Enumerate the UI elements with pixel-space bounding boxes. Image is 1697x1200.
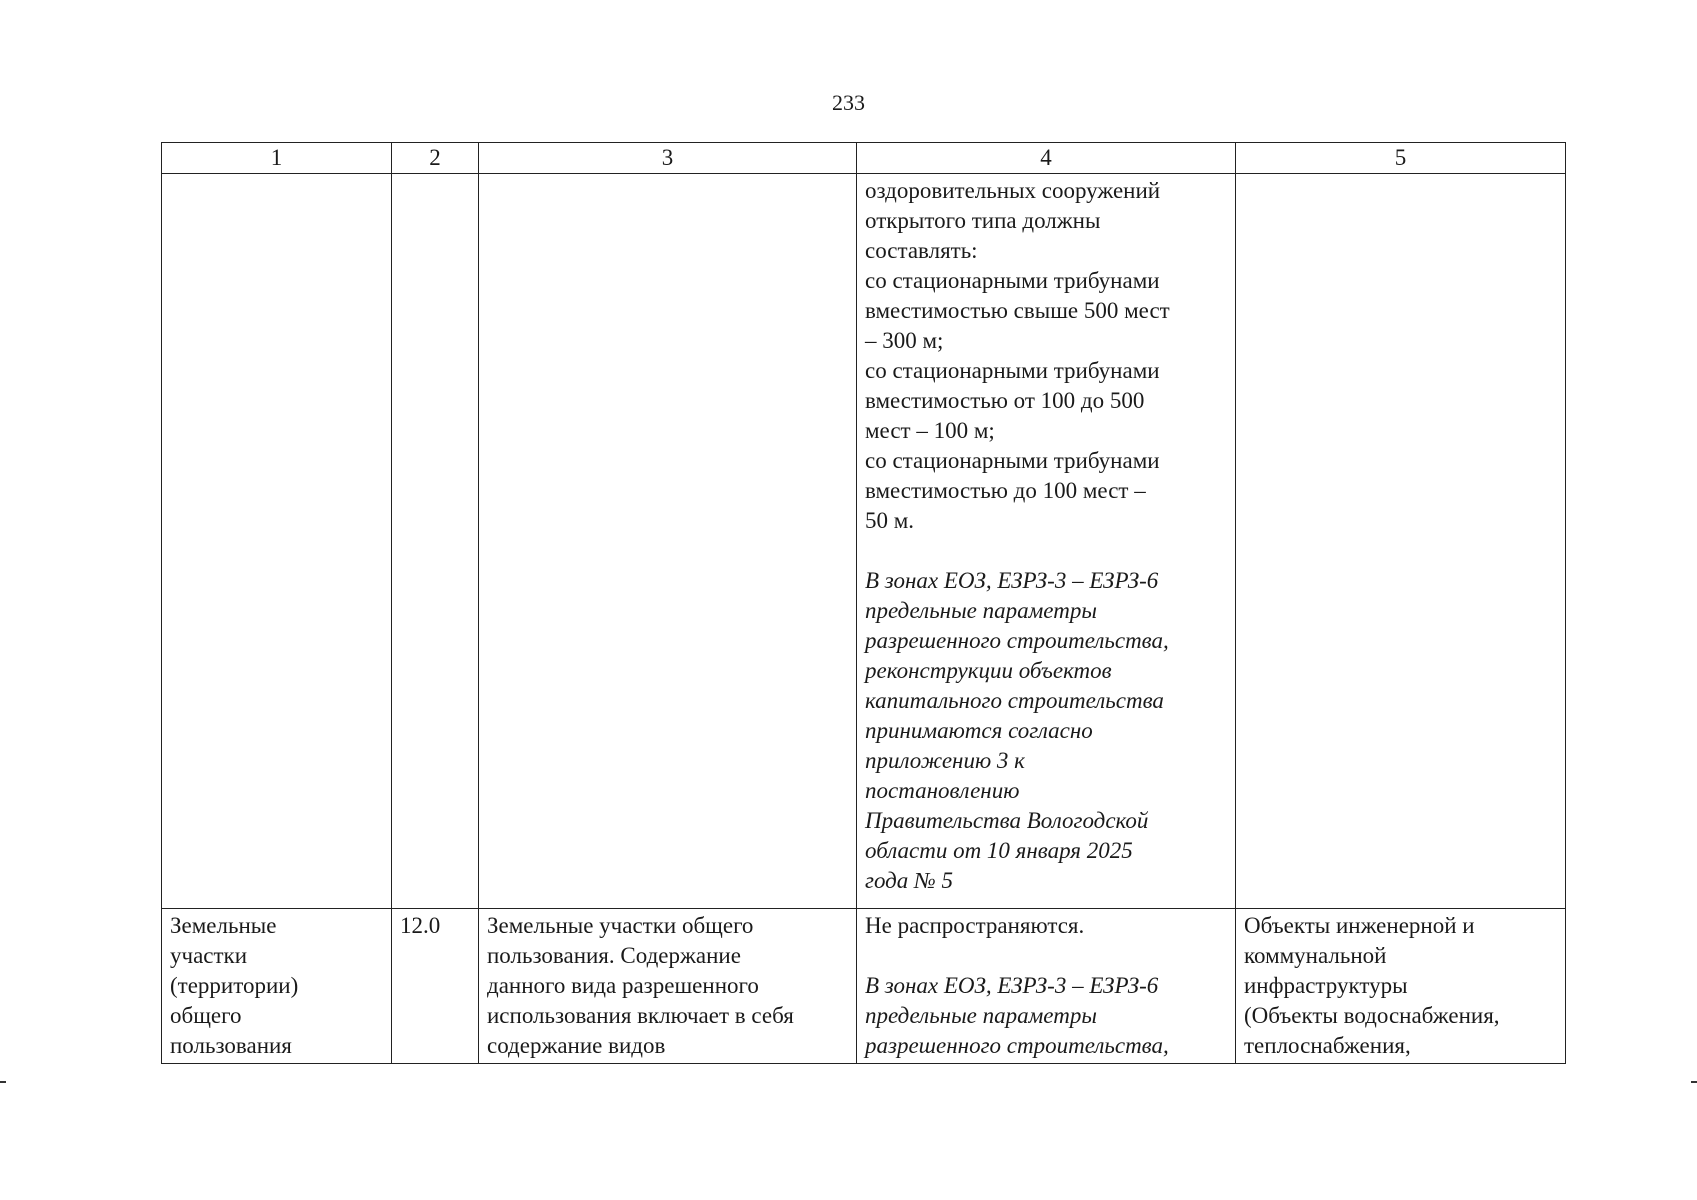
paragraph-gap bbox=[865, 941, 1227, 971]
row1-col5 bbox=[1236, 174, 1566, 909]
text-line: Не распространяются. bbox=[865, 913, 1085, 938]
italic-line: Правительства Вологодской bbox=[865, 808, 1149, 833]
row2-col2: 12.0 bbox=[392, 909, 479, 1064]
italic-line: разрешенного строительства, bbox=[865, 1033, 1169, 1058]
text-line: мест – 100 м; bbox=[865, 418, 995, 443]
text-line: со стационарными трибунами bbox=[865, 268, 1160, 293]
text-line: вместимостью свыше 500 мест bbox=[865, 298, 1170, 323]
row1-col2 bbox=[392, 174, 479, 909]
header-col-2: 2 bbox=[392, 143, 479, 174]
italic-line: принимаются согласно bbox=[865, 718, 1093, 743]
text-line: данного вида разрешенного bbox=[487, 973, 759, 998]
italic-line: реконструкции объектов bbox=[865, 658, 1112, 683]
text-line: пользования bbox=[170, 1033, 292, 1058]
text-line: вместимостью до 100 мест – bbox=[865, 478, 1146, 503]
header-col-3: 3 bbox=[479, 143, 857, 174]
table-row bbox=[162, 909, 1566, 1064]
text-line: составлять: bbox=[865, 238, 978, 263]
row2-col4 bbox=[857, 909, 1236, 1064]
paragraph-gap bbox=[865, 536, 1227, 566]
text-line: использования включает в себя bbox=[487, 1003, 794, 1028]
italic-line: капитального строительства bbox=[865, 688, 1164, 713]
row2-col3 bbox=[479, 909, 857, 1064]
text-line: участки bbox=[170, 943, 248, 968]
regulations-table bbox=[161, 142, 1566, 1064]
row2-col5 bbox=[1236, 909, 1566, 1064]
header-col-1: 1 bbox=[162, 143, 392, 174]
header-row bbox=[162, 143, 1566, 174]
italic-line: разрешенного строительства, bbox=[865, 628, 1169, 653]
text-line: инфраструктуры bbox=[1244, 973, 1408, 998]
italic-line: постановлению bbox=[865, 778, 1020, 803]
text-line: – 300 м; bbox=[865, 328, 944, 353]
page-number: 233 bbox=[832, 90, 865, 115]
row2-col1 bbox=[162, 909, 392, 1064]
table-row bbox=[162, 174, 1566, 909]
text-line: (территории) bbox=[170, 973, 299, 998]
header-col-4: 4 bbox=[857, 143, 1236, 174]
italic-line: В зонах ЕОЗ, ЕЗРЗ-3 – ЕЗРЗ-6 bbox=[865, 568, 1159, 593]
row1-col4 bbox=[857, 174, 1236, 909]
italic-line: предельные параметры bbox=[865, 1003, 1097, 1028]
italic-line: предельные параметры bbox=[865, 598, 1097, 623]
text-line: пользования. Содержание bbox=[487, 943, 741, 968]
italic-line: приложению 3 к bbox=[865, 748, 1025, 773]
text-line: коммунальной bbox=[1244, 943, 1387, 968]
italic-line: области от 10 января 2025 bbox=[865, 838, 1133, 863]
text-line: открытого типа должны bbox=[865, 208, 1101, 233]
text-line: Объекты инженерной и bbox=[1244, 913, 1475, 938]
left-edge-mark bbox=[0, 1081, 6, 1083]
text-line: теплоснабжения, bbox=[1244, 1033, 1411, 1058]
text-line: со стационарными трибунами bbox=[865, 358, 1160, 383]
row1-col1 bbox=[162, 174, 392, 909]
header-col-5: 5 bbox=[1236, 143, 1566, 174]
text-line: содержание видов bbox=[487, 1033, 666, 1058]
text-line: (Объекты водоснабжения, bbox=[1244, 1003, 1500, 1028]
text-line: общего bbox=[170, 1003, 242, 1028]
text-line: вместимостью от 100 до 500 bbox=[865, 388, 1145, 413]
text-line: 50 м. bbox=[865, 508, 915, 533]
right-edge-mark bbox=[1691, 1081, 1697, 1083]
text-line: со стационарными трибунами bbox=[865, 448, 1160, 473]
text-line: Земельные участки общего bbox=[487, 913, 754, 938]
text-line: Земельные bbox=[170, 913, 277, 938]
italic-line: В зонах ЕОЗ, ЕЗРЗ-3 – ЕЗРЗ-6 bbox=[865, 973, 1159, 998]
text-line: оздоровительных сооружений bbox=[865, 178, 1161, 203]
italic-line: года № 5 bbox=[865, 868, 953, 893]
row1-col3 bbox=[479, 174, 857, 909]
